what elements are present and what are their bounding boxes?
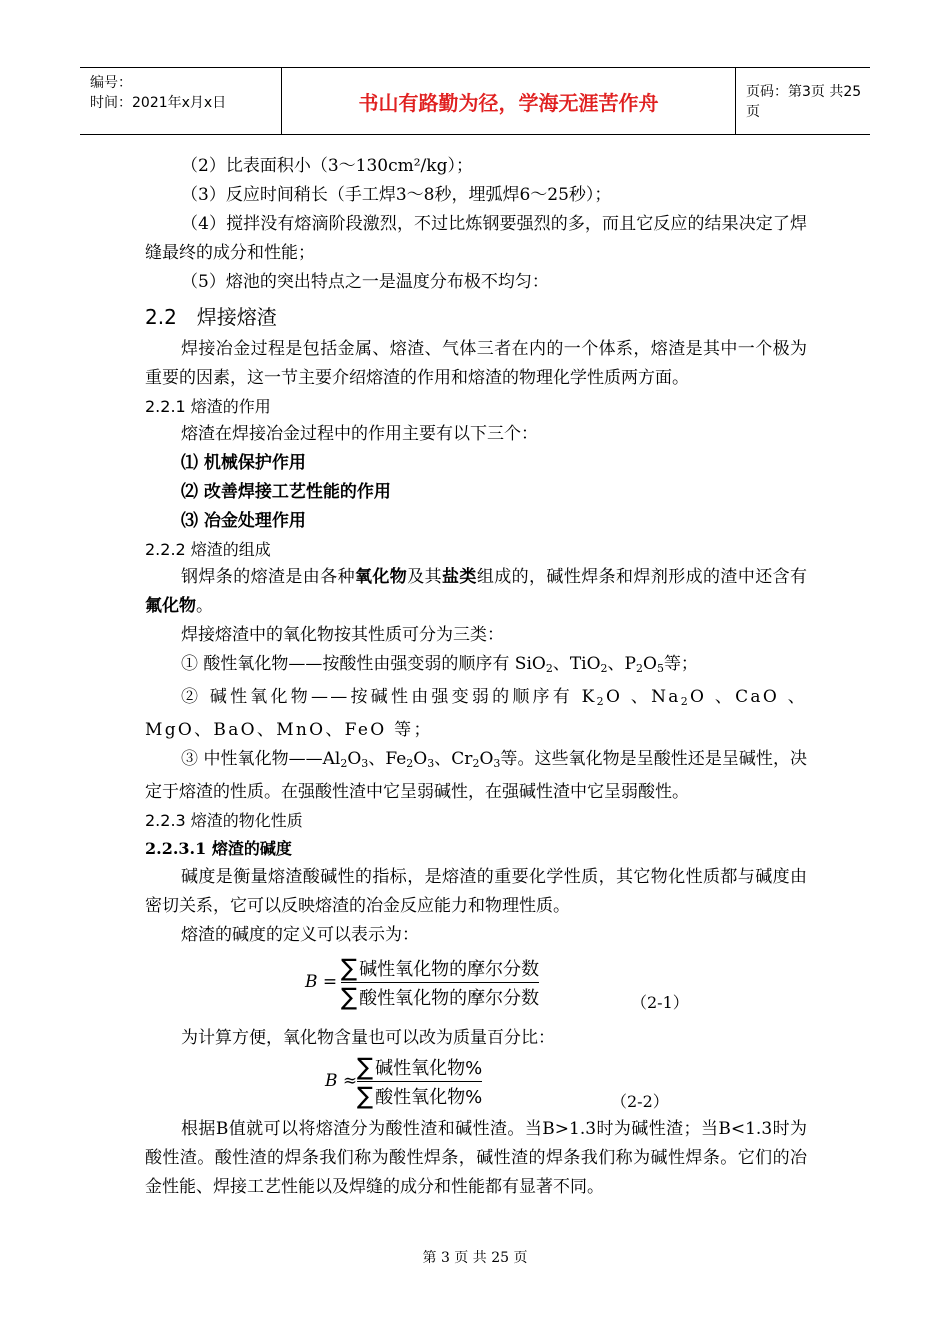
paragraph: 焊接熔渣中的氧化物按其性质可分为三类： — [181, 625, 504, 645]
formula-fraction-2 — [357, 1053, 482, 1110]
list-item: ⑶ 冶金处理作用 — [181, 511, 306, 531]
document-body — [145, 152, 807, 1202]
formula-denominator-2: 酸性氧化物% — [375, 1087, 483, 1108]
list-item: ⑵ 改善焊接工艺性能的作用 — [181, 482, 391, 502]
sigma-symbol: ∑ — [341, 954, 358, 982]
formula-2-1 — [145, 950, 807, 1024]
formula-numerator-2: 碱性氧化物% — [375, 1058, 483, 1079]
paragraph: 根据B值就可以将熔渣分为酸性渣和碱性渣。当B>1.3时为碱性渣；当B<1.3时为酸性渣。酸性渣的焊条我们称为酸性焊条，碱性渣的焊条我们称为碱性焊条。它们的冶金性能、焊接工艺性能以及焊缝的成分和性能都有显著不同。 — [145, 1119, 807, 1197]
equation-number-2: （2-2） — [611, 1092, 669, 1111]
keyword: 氧化物 — [355, 567, 408, 587]
list-item: （3）反应时间稍长（手工焊3～8秒，埋弧焊6～25秒）； — [181, 185, 612, 205]
acid-oxides: ① 酸性氧化物——按酸性由强变弱的顺序有 SiO$_2$、TiO$_2$、$P_2O_5$等； — [181, 654, 698, 675]
paragraph: 钢焊条的熔渣是由各种氧化物及其盐类组成的，碱性焊条和焊剂形成的渣中还含有氟化物。 — [145, 567, 808, 616]
paragraph: 碱度是衡量熔渣酸碱性的指标，是熔渣的重要化学性质，其它物化性质都与碱度由密切关系，它可以反映熔渣的冶金反应能力和物理性质。 — [145, 867, 807, 916]
page-footer: 第 3 页 共 25 页 — [422, 1250, 528, 1266]
paragraph: 熔渣在焊接冶金过程中的作用主要有以下三个： — [181, 424, 538, 444]
page-header — [80, 67, 870, 135]
header-motto: 书山有路勤为径，学海无涯苦作舟 — [281, 68, 736, 134]
paragraph: 为计算方便，氧化物含量也可以改为质量百分比： — [181, 1028, 555, 1048]
header-date: 时间：2021年x月x日 — [90, 95, 227, 111]
section-heading-2-2-2: 2.2.2 熔渣的组成 — [145, 540, 271, 559]
list-item: （4）搅拌没有熔滴阶段激烈，不过比炼钢要强烈的多，而且它反应的结果决定了焊缝最终的成分和性能； — [145, 214, 807, 263]
section-heading-2-2-1: 2.2.1 熔渣的作用 — [145, 397, 271, 416]
neutral-oxides: ③ 中性氧化物$——Al_2O_3$、$Fe_2O_3$、$Cr_2O_3$等。这些氧化物是呈酸性还是呈碱性，决定于熔渣的性质。在强酸性渣中它呈弱碱性，在强碱性渣中它呈弱酸性。 — [145, 749, 807, 802]
formula-lhs: B = — [305, 972, 338, 992]
list-item: （5）熔池的突出特点之一是温度分布极不均匀： — [181, 272, 549, 292]
keyword: 氟化物 — [145, 596, 196, 616]
equation-number: （2-1） — [631, 993, 689, 1012]
subsection-heading: 2.2.3.1 熔渣的碱度 — [145, 839, 292, 858]
sigma-symbol: ∑ — [357, 1053, 374, 1081]
formula-lhs-2: B ≈ — [325, 1071, 358, 1091]
list-item: （2）比表面积小（3～130cm²/kg）； — [181, 156, 473, 176]
list-item: ⑴ 机械保护作用 — [181, 453, 306, 473]
formula-numerator: 碱性氧化物的摩尔分数 — [359, 959, 540, 980]
section-heading-2-2: 2.2 焊接熔渣 — [145, 305, 277, 329]
header-meta — [80, 68, 281, 134]
header-number: 编号： — [90, 75, 132, 91]
formula-fraction — [341, 954, 539, 1011]
sigma-symbol: ∑ — [357, 1082, 374, 1110]
formula-2-2 — [145, 1053, 807, 1115]
basic-oxides: ② 碱性氧化物——按碱性由强变弱的顺序有 $K_2O$ 、$Na_2O$ 、CaO 、MgO、BaO、MnO、FeO 等； — [145, 687, 808, 740]
section-heading-2-2-3: 2.2.3 熔渣的物化性质 — [145, 811, 303, 830]
header-page-info: 页码：第3页 共25页 — [746, 84, 862, 120]
paragraph: 焊接冶金过程是包括金属、熔渣、气体三者在内的一个体系，熔渣是其中一个极为重要的因素，这一节主要介绍熔渣的作用和熔渣的物理化学性质两方面。 — [145, 339, 807, 388]
keyword: 盐类 — [442, 567, 477, 587]
sigma-symbol: ∑ — [341, 983, 358, 1011]
paragraph: 熔渣的碱度的定义可以表示为： — [181, 925, 419, 945]
formula-denominator: 酸性氧化物的摩尔分数 — [359, 988, 540, 1009]
